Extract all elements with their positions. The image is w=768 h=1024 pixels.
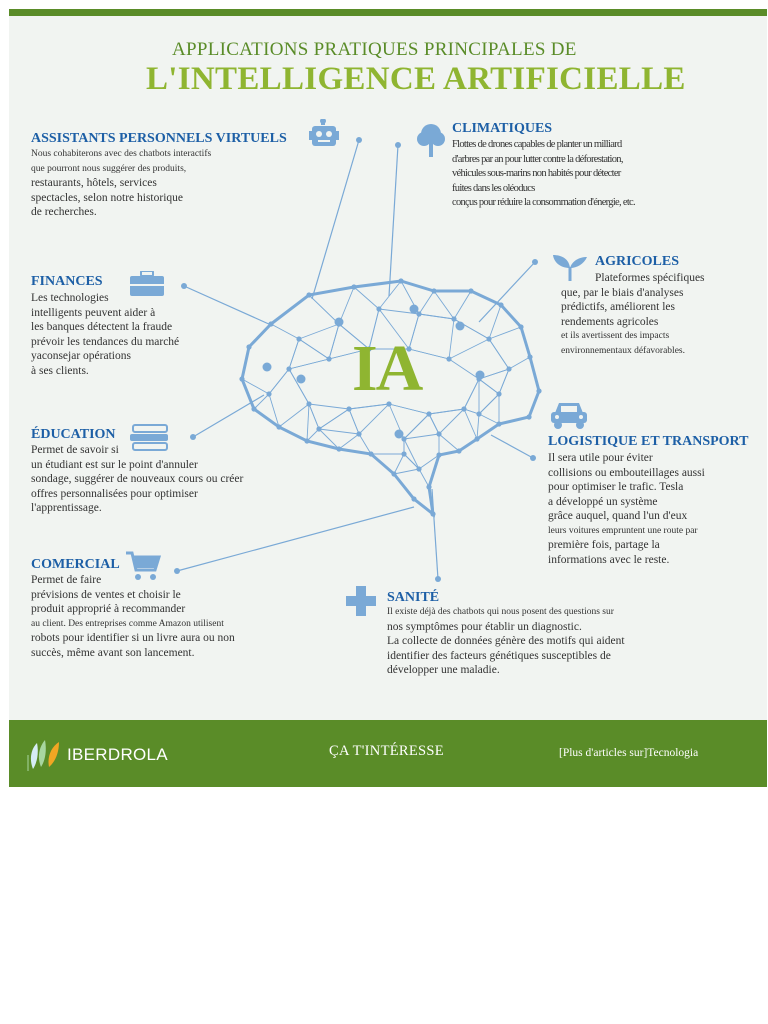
text-line: Les technologies: [31, 292, 109, 304]
text-logistique: [548, 451, 705, 567]
text-line: Il existe déjà des chatbots qui nous posent des questions sur: [387, 607, 614, 617]
text-line: rendements agricoles: [561, 315, 659, 328]
cross-icon: [346, 586, 376, 616]
text-line: prévoir les tendances du marché: [31, 335, 180, 348]
text-sante: [387, 605, 625, 678]
text-line: offres personnalisées pour optimiser: [31, 487, 198, 500]
text-line: de recherches.: [31, 206, 97, 218]
text-line: produit approprié à recommander: [31, 603, 186, 615]
heading-climatiques: CLIMATIQUES: [452, 121, 553, 136]
text-line: Flottes de drones capables de planter un milliard: [452, 139, 622, 150]
text-line: au client. Des entreprises comme Amazon utilisent: [31, 618, 224, 629]
text-line: première fois, partage la: [548, 539, 660, 551]
text-line: conçus pour réduire la consommation d'énergie, etc.: [452, 197, 635, 208]
text-line: nos symptômes pour établir un diagnostic.: [387, 620, 582, 633]
heading-education: ÉDUCATION: [31, 427, 116, 442]
text-line: grâce auquel, quand l'un d'eux: [548, 510, 688, 522]
text-line: prédictifs, améliorent les: [561, 301, 676, 313]
text-line: robots pour identifier si un livre aura ou non: [31, 632, 235, 644]
tree-icon: [416, 123, 446, 159]
text-line: prévisions de ventes et choisir le: [31, 588, 181, 601]
text-line: à ses clients.: [31, 364, 89, 377]
text-line: Permet de savoir si: [31, 444, 119, 456]
center-label-ia: IA: [352, 332, 422, 405]
text-line: pour optimiser le trafic. Tesla: [548, 481, 684, 493]
heading-finances: FINANCES: [31, 274, 103, 289]
text-line: véhicules sous-marins non habités pour détecter: [452, 168, 621, 179]
text-line: et ils avertissent des impacts: [561, 331, 670, 341]
text-line: développer une maladie.: [387, 664, 500, 676]
text-line: a développé un système: [548, 495, 658, 508]
text-line: un étudiant est sur le point d'annuler: [31, 458, 198, 471]
text-assistants: [31, 147, 211, 220]
text-line: identifier des facteurs génétiques susceptibles de: [387, 649, 611, 662]
text-line: sondage, suggérer de nouveaux cours ou créer: [31, 473, 244, 485]
text-line: fuites dans les oléoducs: [452, 182, 535, 194]
title-line-2: L'INTELLIGENCE ARTIFICIELLE: [146, 61, 686, 97]
iberdrola-logo-text: IBERDROLA: [67, 745, 168, 764]
car-icon: [549, 399, 589, 431]
text-agricoles: [561, 271, 705, 358]
footer-more-articles-link[interactable]: [Plus d'articles sur]Tecnologia: [559, 747, 699, 759]
text-line: restaurants, hôtels, services: [31, 177, 157, 189]
heading-comercial: COMERCIAL: [31, 557, 120, 572]
text-line: succès, même avant son lancement.: [31, 646, 195, 659]
heading-assistants: ASSISTANTS PERSONNELS VIRTUELS: [31, 131, 287, 146]
infographic: [9, 9, 767, 787]
text-line: La collecte de données génère des motifs qui aident: [387, 635, 625, 647]
footer-interest-link[interactable]: ÇA T'INTÉRESSE: [329, 743, 444, 759]
footer-bar: [9, 720, 767, 787]
heading-logistique: LOGISTIQUE ET TRANSPORT: [548, 434, 749, 449]
text-line: d'arbres par an pour lutter contre la déforestation,: [452, 153, 623, 165]
text-line: informations avec le reste.: [548, 553, 670, 566]
text-finances: [31, 291, 179, 378]
heading-sante: SANITÉ: [387, 590, 440, 605]
text-line: yaconsejar opérations: [31, 350, 131, 362]
text-line: Permet de faire: [31, 574, 102, 586]
text-line: Il sera utile pour éviter: [548, 452, 653, 464]
text-line: Plateformes spécifiques: [595, 272, 705, 284]
text-line: leurs voitures empruntent une route par: [548, 525, 698, 536]
text-line: environnementaux défavorables.: [561, 345, 685, 356]
text-line: que, par le biais d'analyses: [561, 286, 684, 299]
iberdrola-logo-icon: [27, 737, 65, 771]
text-line: les banques détectent la fraude: [31, 321, 173, 333]
text-line: que pourront nous suggérer des produits,: [31, 163, 187, 174]
text-line: Nous cohabiterons avec des chatbots interactifs: [31, 149, 212, 159]
title-line-1: APPLICATIONS PRATIQUES PRINCIPALES DE: [172, 39, 577, 60]
heading-agricoles: AGRICOLES: [595, 254, 680, 269]
text-line: l'apprentissage.: [31, 502, 102, 514]
robot-icon: [309, 119, 345, 153]
text-line: intelligents peuvent aider à: [31, 306, 156, 319]
text-climatiques: [452, 138, 635, 211]
text-comercial: [31, 573, 235, 660]
text-line: collisions ou embouteillages aussi: [548, 466, 705, 479]
text-education: [31, 443, 243, 516]
text-line: spectacles, selon notre historique: [31, 191, 184, 204]
